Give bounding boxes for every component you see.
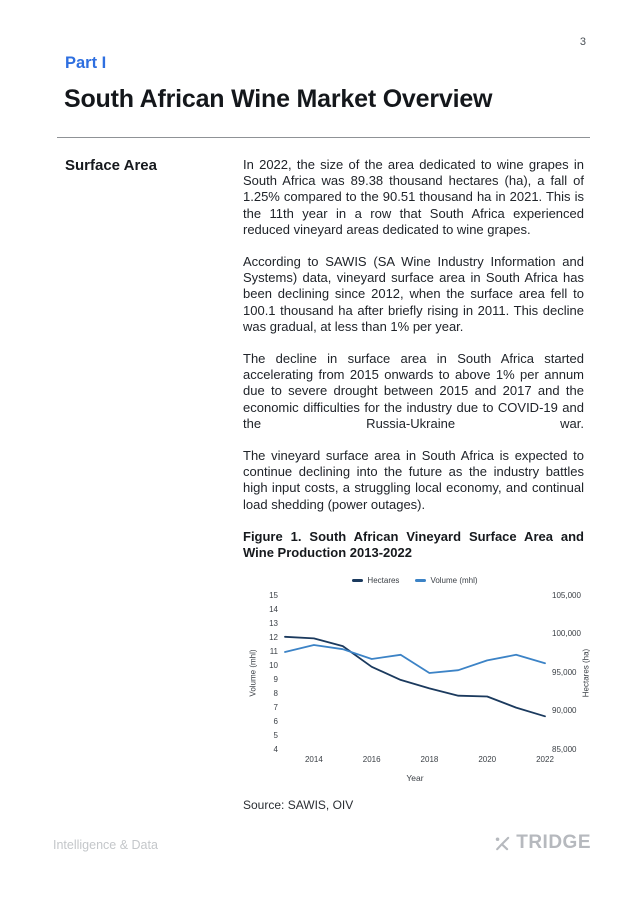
- y-axis-tick-left: 15: [269, 590, 278, 600]
- y-axis-tick-right: 85,000: [552, 744, 577, 754]
- legend-label: Volume (mhl): [430, 575, 478, 585]
- y-axis-tick-left: 6: [273, 716, 278, 726]
- x-axis-tick: 2016: [362, 754, 381, 764]
- figure-caption: Figure 1. South African Vineyard Surface Area and Wine Production 2013-2022: [243, 528, 584, 561]
- y-axis-tick-left: 9: [273, 674, 278, 684]
- y-axis-tick-left: 7: [273, 702, 278, 712]
- series-line: [285, 645, 545, 673]
- y-axis-tick-right: 95,000: [552, 667, 577, 677]
- y-axis-tick-right: 105,000: [552, 590, 581, 600]
- tridge-logo-icon: [494, 835, 511, 852]
- page-number: 3: [579, 36, 586, 48]
- series-line: [285, 637, 545, 717]
- tridge-logo-text: TRIDGE: [516, 832, 591, 853]
- tridge-logo: [494, 832, 591, 854]
- y-axis-tick-left: 13: [269, 618, 278, 628]
- legend-label: Hectares: [367, 575, 400, 585]
- paragraph-outlook: The vineyard surface area in South Africa is expected to continue declining into the future as the industry battles high input costs, a struggling local economy, and continual load shedding (power outages).: [243, 448, 584, 512]
- footer-tagline: Intelligence & Data: [53, 838, 158, 852]
- paragraph-sawis-data: According to SAWIS (SA Wine Industry Information and Systems) data, vineyard surface area in South Africa has been declining since 2012, when the surface area fell to 100.1 thousand ha after briefly rising in 2011. This decline was gradual, at less than 1% per year.: [243, 254, 584, 334]
- y-axis-tick-left: 4: [273, 744, 278, 754]
- y-axis-tick-right: 100,000: [552, 629, 581, 639]
- figure-source: Source: SAWIS, OIV: [243, 797, 354, 812]
- x-axis-tick: 2020: [478, 754, 497, 764]
- section-heading: Surface Area: [65, 157, 157, 174]
- legend-item: [415, 576, 477, 585]
- y-axis-label-right: Hectares (ha): [581, 648, 591, 698]
- legend-item: [352, 576, 399, 585]
- y-axis-tick-left: 8: [273, 688, 278, 698]
- y-axis-tick-left: 10: [269, 660, 278, 670]
- x-axis-label: Year: [406, 772, 424, 783]
- chart-plot-area: [285, 596, 545, 750]
- y-axis-tick-left: 12: [269, 632, 278, 642]
- part-label: Part I: [65, 54, 107, 72]
- body-column: [243, 157, 591, 812]
- paragraph-decline-accelerating: The decline in surface area in South Africa started accelerating from 2015 onwards to above 1% per annum due to severe drought between 2015 and 2017 and the economic difficulties for the industry due to COVID-19 and the Russia-Ukraine war.: [243, 351, 584, 431]
- x-axis-tick: 2014: [304, 754, 323, 764]
- legend-marker: [415, 579, 426, 582]
- legend-marker: [352, 579, 363, 582]
- y-axis-label-left: Volume (mhl): [248, 649, 258, 697]
- paragraph-surface-2022: In 2022, the size of the area dedicated to wine grapes in South Africa was 89.38 thousand hectares (ha), a fall of 1.25% compared to the 90.51 thousand ha in 2021. This is the 11th year in a row that South Africa experienced reduced vineyard areas dedicated to wine grapes.: [243, 157, 584, 237]
- y-axis-tick-left: 5: [273, 730, 278, 740]
- chart-legend: [285, 576, 545, 585]
- page-title: South African Wine Market Overview: [64, 85, 493, 113]
- line-chart: [244, 574, 591, 786]
- y-axis-tick-left: 14: [269, 604, 278, 614]
- y-axis-tick-right: 90,000: [552, 706, 577, 716]
- x-axis-tick: 2018: [420, 754, 439, 764]
- y-axis-tick-left: 11: [269, 646, 278, 656]
- x-axis-tick: 2022: [536, 754, 554, 764]
- title-divider: [57, 137, 590, 138]
